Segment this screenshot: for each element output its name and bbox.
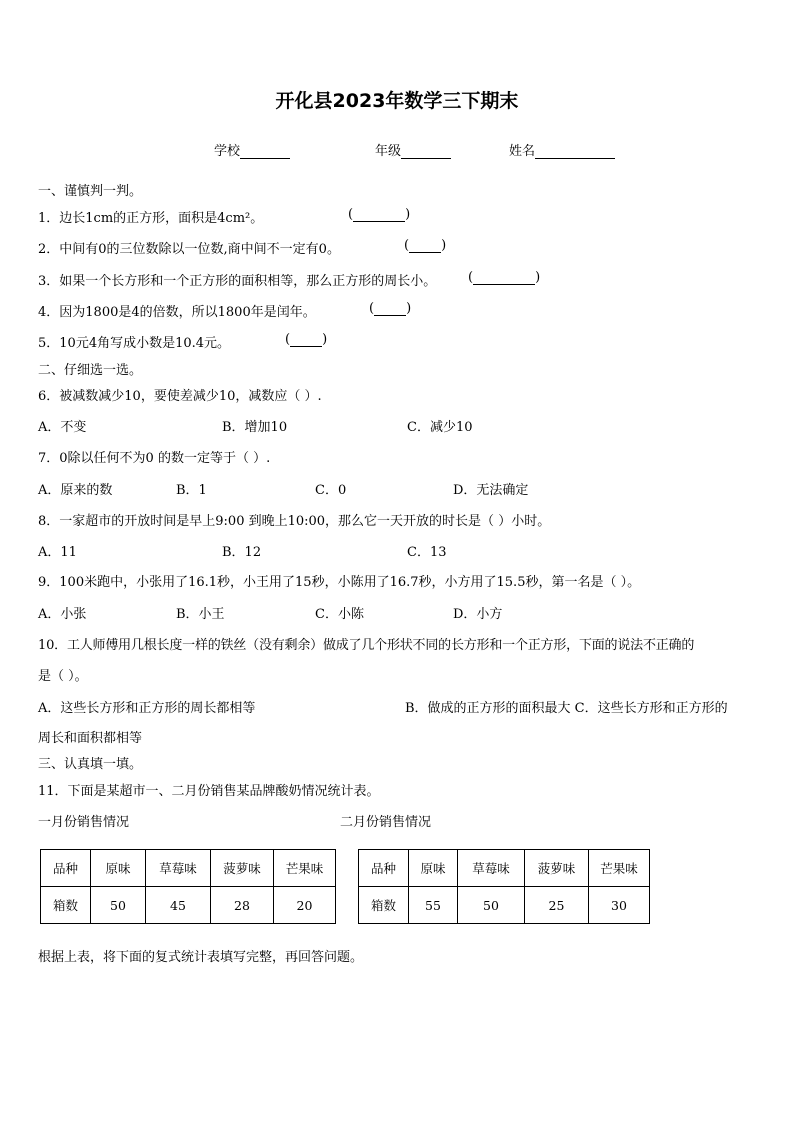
answer-paren-1: ( ) xyxy=(348,207,411,222)
question-10-line2: 是（ ）。 xyxy=(38,669,88,684)
name-label: 姓名 xyxy=(509,144,536,159)
grade-blank xyxy=(401,144,451,159)
question-8: 8．一家超市的开放时间是早上9:00 到晚上10:00，那么它一天开放的时长是（ ）小时。 xyxy=(38,514,551,529)
table-cell: 28 xyxy=(211,887,274,924)
table-cell: 菠萝味 xyxy=(211,850,274,887)
table-cell: 芒果味 xyxy=(589,850,650,887)
section2-heading: 二、仔细选一选。 xyxy=(38,363,143,378)
table-row xyxy=(41,887,336,924)
answer-paren-5: ( ) xyxy=(285,332,328,347)
table-cell: 原味 xyxy=(409,850,458,887)
q7-option-c: C．0 xyxy=(315,483,347,498)
question-10-line1: 10．工人师傅用几根长度一样的铁丝（没有剩余）做成了几个形状不同的长方形和一个正方形，下面的说法不正确的 xyxy=(38,638,695,653)
table-cell: 20 xyxy=(274,887,336,924)
q8-option-a: A．11 xyxy=(38,545,77,560)
question-11: 11．下面是某超市一、二月份销售某品牌酸奶情况统计表。 xyxy=(38,784,380,799)
q7-option-d: D．无法确定 xyxy=(453,483,529,498)
question-6: 6．被减数减少10，要使差减少10，减数应（ ）. xyxy=(38,389,322,404)
table-cell: 50 xyxy=(458,887,525,924)
section3-heading: 三、认真填一填。 xyxy=(38,757,143,772)
table-row xyxy=(359,850,650,887)
school-label: 学校 xyxy=(214,144,241,159)
q8-option-b: B．12 xyxy=(222,545,262,560)
question-1: 1．边长1cm的正方形，面积是4cm²。 xyxy=(38,211,264,226)
table-cell: 55 xyxy=(409,887,458,924)
q8-option-c: C．13 xyxy=(407,545,447,560)
answer-paren-2: ( ) xyxy=(404,238,447,253)
grade-label: 年级 xyxy=(375,144,402,159)
table-cell: 原味 xyxy=(91,850,146,887)
jan-sales-table xyxy=(40,849,336,924)
table-cell: 30 xyxy=(589,887,650,924)
question-4: 4．因为1800是4的倍数，所以1800年是闰年。 xyxy=(38,305,316,320)
feb-caption: 二月份销售情况 xyxy=(340,815,432,830)
jan-caption: 一月份销售情况 xyxy=(38,815,130,830)
school-blank xyxy=(240,144,290,159)
table-cell: 菠萝味 xyxy=(525,850,589,887)
name-field xyxy=(509,140,615,159)
school-field xyxy=(214,140,290,159)
table-cell: 芒果味 xyxy=(274,850,336,887)
question-5: 5．10元4角写成小数是10.4元。 xyxy=(38,336,231,351)
question-9: 9．100米跑中，小张用了16.1秒，小王用了15秒，小陈用了16.7秒，小方用了15.5秒，第一名是（ ）。 xyxy=(38,575,641,590)
table-cell: 25 xyxy=(525,887,589,924)
grade-field xyxy=(375,140,451,159)
q7-option-a: A．原来的数 xyxy=(38,483,113,498)
q9-option-b: B．小王 xyxy=(176,607,225,622)
q9-option-d: D．小方 xyxy=(453,607,503,622)
table-cell: 草莓味 xyxy=(146,850,211,887)
answer-paren-3: ( ) xyxy=(468,270,541,285)
section1-heading: 一、谨慎判一判。 xyxy=(38,184,143,199)
question-11-instruction: 根据上表，将下面的复式统计表填写完整，再回答问题。 xyxy=(38,950,364,965)
question-2: 2．中间有0的三位数除以一位数,商中间不一定有0。 xyxy=(38,242,340,257)
table-cell: 50 xyxy=(91,887,146,924)
table-cell: 品种 xyxy=(359,850,409,887)
q10-option-c-cont: 周长和面积都相等 xyxy=(38,731,143,746)
q9-option-a: A．小张 xyxy=(38,607,87,622)
table-cell: 箱数 xyxy=(359,887,409,924)
table-cell: 品种 xyxy=(41,850,91,887)
question-7: 7．0除以任何不为0 的数一定等于（ ）. xyxy=(38,451,271,466)
answer-paren-4: ( ) xyxy=(369,301,412,316)
q6-option-a: A．不变 xyxy=(38,420,87,435)
q6-option-c: C．减少10 xyxy=(407,420,473,435)
question-3: 3．如果一个长方形和一个正方形的面积相等，那么正方形的周长小。 xyxy=(38,274,437,289)
q6-option-b: B．增加10 xyxy=(222,420,288,435)
table-row xyxy=(359,887,650,924)
table-cell: 45 xyxy=(146,887,211,924)
q10-option-a: A．这些长方形和正方形的周长都相等 xyxy=(38,701,256,716)
q7-option-b: B．1 xyxy=(176,483,207,498)
name-blank xyxy=(535,144,615,159)
q10-option-bc: B．做成的正方形的面积最大 C．这些长方形和正方形的 xyxy=(405,701,728,716)
table-cell: 箱数 xyxy=(41,887,91,924)
table-row xyxy=(41,850,336,887)
page-title: 开化县2023年数学三下期末 xyxy=(275,90,519,112)
q9-option-c: C．小陈 xyxy=(315,607,364,622)
feb-sales-table xyxy=(358,849,650,924)
table-cell: 草莓味 xyxy=(458,850,525,887)
